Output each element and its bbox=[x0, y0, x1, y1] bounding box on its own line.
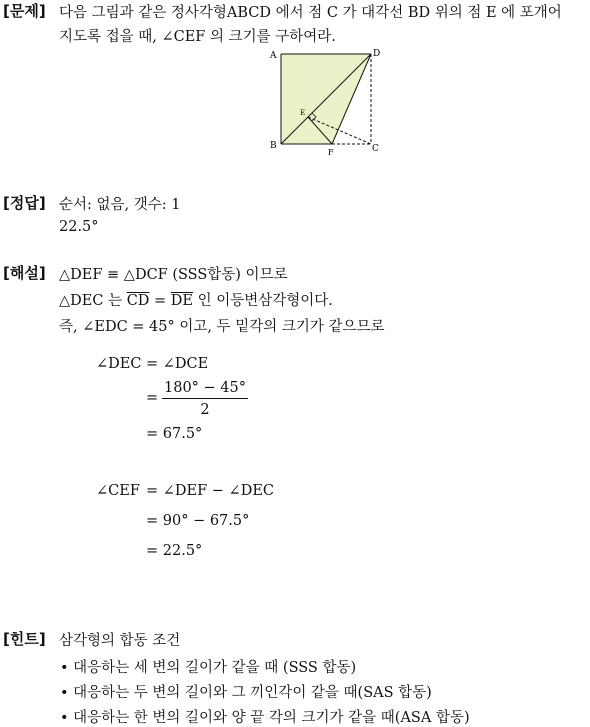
solution-line-2 bbox=[59, 289, 333, 310]
equals-sign: = bbox=[149, 293, 171, 309]
bullet-icon: • bbox=[60, 685, 69, 701]
solution-line-2-prefix: △DEC 는 bbox=[59, 293, 127, 309]
hint-item-text: 대응하는 두 변의 길이와 그 끼인각이 같을 때(SAS 합동) bbox=[73, 685, 432, 701]
square-fold-figure bbox=[264, 44, 388, 156]
answer-value: 22.5° bbox=[59, 219, 99, 235]
eq1-frac-denominator: 2 bbox=[200, 402, 210, 418]
eq2-step-2: = 90° − 67.5° bbox=[146, 513, 250, 529]
hint-item-1 bbox=[60, 656, 356, 677]
label-c: C bbox=[372, 144, 379, 154]
hint-title: 삼각형의 합동 조건 bbox=[59, 633, 181, 649]
eq2-step-3: = 22.5° bbox=[146, 543, 203, 559]
eq1-frac-prefix: = bbox=[146, 390, 159, 406]
segment-de: $\overline{DE}$ bbox=[170, 293, 194, 309]
eq1-frac-numerator: 180° − 45° bbox=[164, 380, 246, 396]
problem-tag: [문제] bbox=[3, 2, 46, 20]
hint-tag: [힌트] bbox=[3, 630, 46, 648]
fraction-bar bbox=[162, 398, 248, 399]
eq1-fraction bbox=[162, 380, 248, 418]
solution-line-1: △DEF ≡ △DCF (SSS합동) 이므로 bbox=[59, 267, 288, 283]
solution-tag: [해설] bbox=[3, 264, 46, 282]
answer-line-1: 순서: 없음, 갯수: 1 bbox=[59, 197, 181, 213]
solution-line-3: 즉, ∠EDC = 45° 이고, 두 밑각의 크기가 같으므로 bbox=[59, 319, 385, 335]
solution-line-2-suffix: 인 이등변삼각형이다. bbox=[193, 293, 333, 309]
eq1-rhs: = ∠DCE bbox=[146, 356, 209, 372]
label-b: B bbox=[270, 141, 277, 151]
eq1-lhs: ∠DEC bbox=[96, 356, 142, 372]
label-a: A bbox=[270, 51, 277, 61]
eq2-rhs: = ∠DEF − ∠DEC bbox=[146, 483, 275, 499]
label-e: E bbox=[300, 109, 306, 117]
label-d: D bbox=[373, 49, 381, 59]
problem-line-2: 지도록 접을 때, ∠CEF 의 크기를 구하여라. bbox=[59, 29, 336, 45]
eq2-lhs: ∠CEF bbox=[96, 483, 140, 499]
hint-item-text: 대응하는 세 변의 길이가 같을 때 (SSS 합동) bbox=[73, 660, 357, 676]
hint-item-text: 대응하는 한 변의 길이와 양 끝 각의 크기가 같을 때(ASA 합동) bbox=[73, 710, 470, 726]
bullet-icon: • bbox=[60, 710, 69, 726]
hint-item-2 bbox=[60, 681, 432, 702]
eq1-step-3: = 67.5° bbox=[146, 426, 203, 442]
bullet-icon: • bbox=[60, 660, 69, 676]
problem-line-1: 다음 그림과 같은 정사각형ABCD 에서 점 C 가 대각선 BD 위의 점 E 에 포개어 bbox=[59, 5, 562, 21]
segment-cd: $\overline{CD}$ bbox=[126, 293, 150, 309]
label-f: F bbox=[328, 148, 334, 156]
answer-tag: [정답] bbox=[3, 194, 46, 212]
